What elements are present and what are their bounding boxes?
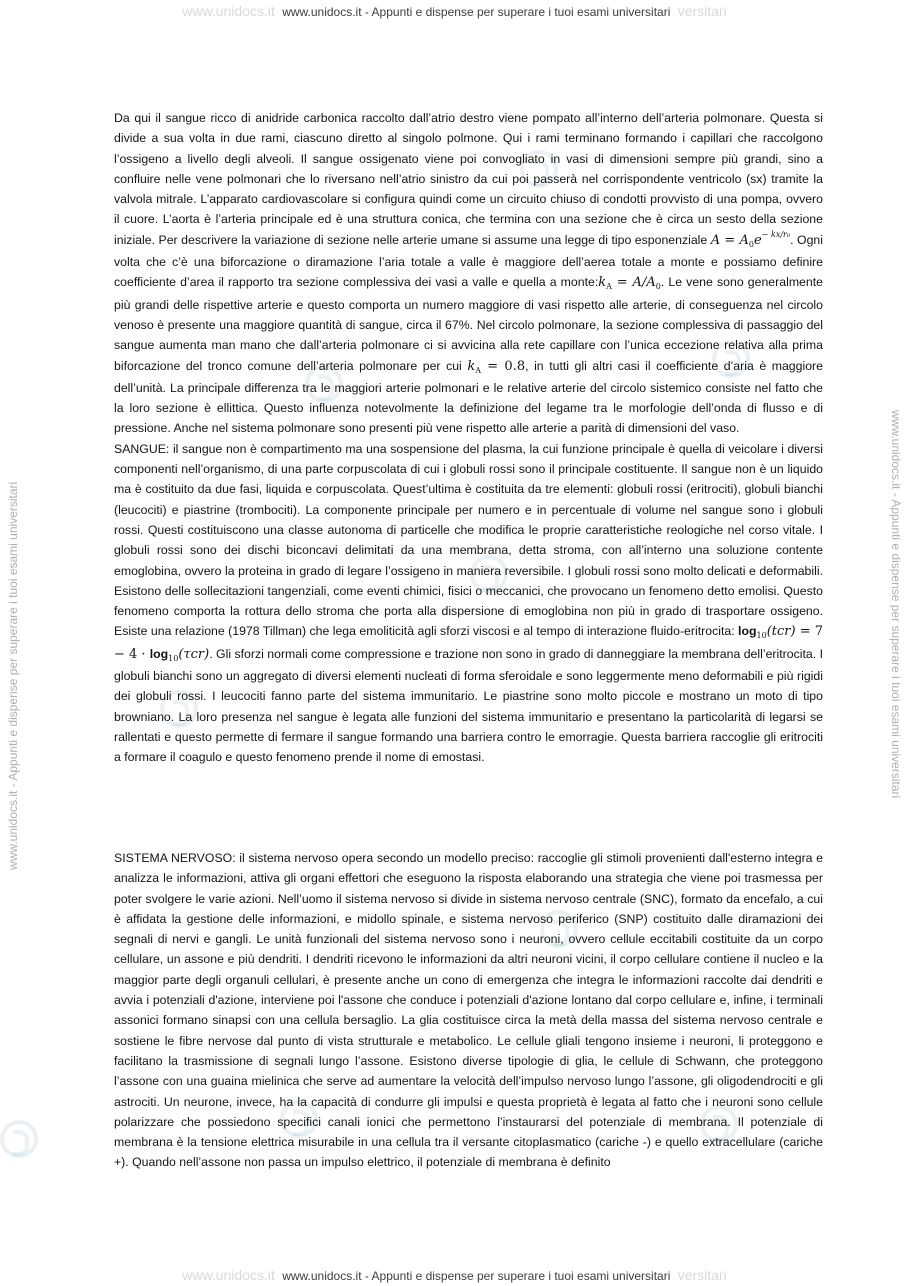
text-span: . Le vene sono generalmente più grandi delle rispettive arterie e questo comporta un numero maggiore di vasi rispetto alle arterie, di conseguenza nel circolo venoso è presente una maggiore quantità di sangue, circa il 67%. Nel circolo polmonare, la sezione complessiva di passaggio del sangue aumenta man mano che dall’arteria polmonare ci si avvicina alla rete capillare con l’unica eccezione relativa alla prima biforcazione del tronco comune dell’arteria polmonare per cui (114, 275, 823, 373)
text-span: SANGUE: il sangue non è compartimento ma una sospensione del plasma, la cui funzione principale è quella di veicolare i diversi componenti nell’organismo, di una parte corpuscolata di cui i globuli rossi sono il principale costituente. Il sangue non è un liquido ma è costituito da due fasi, liquida e corpuscolata. Quest’ultima è costituita da tre elementi: globuli rossi (eritrociti), globuli bianchi (leucociti) e piastrine (trombociti). La componente principale per numero e in percentuale di volume nel sangue sono i globuli rossi. Questi costituiscono una classe autonoma di particelle che modifica le proprie caratteristiche reologiche nel corso vitale. I globuli rossi sono dei dischi biconcavi delimitati da una membrana, detta stroma, con all’interno una soluzione contente emoglobina, ovvero la proteina in grado di legare l’ossigeno in maniera reversibile. I globuli rossi sono molto delicati e deformabili. Esistono delle sollecitazioni tangenziali, come eventi chimici, fisici o meccanici, che provocano un fenomeno detto emolisi. Questo fenomeno comporta la rottura dello stroma che porta alla dispersione di emoglobina non più in grado di trasportare ossigeno. Esiste una relazione (1978 Tillman) che lega emoliticità agli sforzi viscosi e al tempo di interazione fluido-eritrocita: (114, 441, 823, 639)
equation-symbol: = A/A (611, 275, 656, 291)
watermark-ghost-left: www.unidocs.it (182, 3, 275, 19)
text-span: . Ogni volta che c’è una biforcazione o diramazione l’aria totale a valle è maggiore dell’aerea totale a monte e possiamo definire coefficiente d’area il rapporto tra sezione complessiva dei vasi a valle e quella a monte: (114, 232, 823, 290)
text-span: Da qui il sangue ricco di anidride carbonica raccolto dall’atrio destro viene pompato all’interno dell’arteria polmonare. Questa si divide a sua volta in due rami, ciascuno diretto al singolo polmone. Qui i rami terminano formando i capillari che raccolgono l’ossigeno a livello degli alveoli. Il sangue ossigenato viene poi convogliato in vasi di dimensioni sempre più grandi, sino a confluire nelle vene polmonari che lo riversano nell’atrio sinistro da cui poi passerà nel corrispondente ventricolo (sx) tramite la valvola mitrale. L’apparato cardiovascolare si configura quindi come un circuito chiuso di condotti provvisto di una pompa, ovvero il cuore. L’aorta è l’arteria principale ed è una struttura conica, che termina con una sezione che è circa un sesto della sezione iniziale. Per descrivere la variazione di sezione nelle arterie umane si assume una legge di tipo esponenziale (114, 111, 823, 247)
paragraph-text (114, 108, 823, 439)
text-span: . Gli sforzi normali come compressione e trazione non sono in grado di danneggiare la membrana dell’eritrocita. I globuli bianchi sono un aggregato di diversi elementi nucleati di forma sferoidale e sono leggermente meno deformabili e più rigidi dei globuli rossi. I leucociti fanno parte del sistema immunitario. Le piastrine sono molto piccole e mostrano un moto di tipo browniano. La loro presenza nel sangue è legata alle funzioni del sistema immunitario e presentano la particolarità di legarsi se rallentati e questo permette di fermare il sangue formando una barriera contro le emorragie. Questa barriera raccoglie gli eritrociti a formare il coagulo e questo fenomeno prende il nome di emostasi. (114, 646, 823, 765)
equation-operator: = 7 − 4 · (114, 624, 823, 662)
equation-subscript: A (475, 365, 482, 375)
watermark-ghost-right: versitari (677, 1267, 727, 1283)
watermark-ghost-left: www.unidocs.it (182, 1267, 275, 1283)
watermark-ghost-right: versitari (677, 3, 727, 19)
watermark-header (0, 4, 909, 19)
watermark-footer-text[interactable]: www.unidocs.it - Appunti e dispense per superare i tuoi esami universitari (282, 1269, 671, 1283)
equation-symbol: (τcr) (178, 646, 210, 662)
paragraph-text (114, 439, 823, 768)
equation-subscript: A (606, 282, 612, 292)
paragraph-text: SISTEMA NERVOSO: il sistema nervoso opera secondo un modello preciso: raccoglie gli stimoli provenienti dall'esterno integra e analizza le informazioni, attiva gli organi effettori che eseguono la risposta elaborando una strategia che viene poi trasmessa per poter svolgere le varie azioni. Nell’uomo il sistema nervoso si divide in sistema nervoso centrale (SNC), formato da encefalo, a cui è affidata la gestione delle informazioni, e midollo spinale, e sistema nervoso periferico (SNP) costituito dalle diramazioni dei segnali di nervi e gangli. Le unità funzionali del sistema nervoso sono i neuroni, ovvero cellule eccitabili costituite da un corpo cellulare, un assone e più dendriti. I dendriti ricevono le informazioni da altri neuroni vicini, il corpo cellulare contiene il nucleo e la maggior parte degli organuli cellulari, è presente anche un cono di emergenza che integra le informazioni raccolte dai dendriti e avvia i potenziali d'azione, interviene poi l'assone che conduce i potenziali d'azione lontano dal corpo cellulare e, infine, i terminali assonici formano sinapsi con una cellula bersaglio. La glia costituisce circa la metà della massa del sistema nervoso centrale e sostiene le fibre nervose dal punto di vista strutturale e metabolico. Le cellule gliali tengono insieme i neuroni, li proteggono e facilitano la trasmissione di segnali lungo l’assone. Esistono diverse tipologie di glia, le cellule di Schwann, che proteggono l’assone con una guaina mielinica che serve ad aumentare la velocità dell’impulso nervoso lungo l’assone, gli oligodendrociti e gli astrociti. Un neurone, invece, ha la capacità di condurre gli impulsi e questa proprietà è legata al fatto che i neuroni sono cellule polarizzare che possiedono specifici canali ionici che permettono l’instaurarsi del potenziale di membrana. Il potenziale di membrana è la tensione elettrica misurabile in una cellula tra il versante citoplasmatico (cariche -) e quello extracellulare (cariche +). Quando nell’assone non passa un impulso elettrico, il potenziale di membrana è definito (114, 851, 823, 1170)
equation-subscript: 10 (756, 631, 767, 641)
equation-subscript: 0 (655, 282, 661, 292)
equation-symbol: k (467, 358, 476, 374)
paragraph-cardiovascular-blood (114, 108, 823, 768)
equation-operator: = (720, 232, 740, 248)
equation-symbol: e (753, 232, 762, 248)
watermark-right-vertical: www.unidocs.it - Appunti e dispense per superare i tuoi esami universitari (889, 410, 903, 799)
watermark-footer (0, 1268, 909, 1283)
equation-symbol: A (710, 232, 721, 248)
equation-symbol: A (739, 232, 749, 248)
equation-exponent: − kx/r₀ (761, 229, 791, 239)
equation-symbol: log (149, 646, 169, 661)
paragraph-nervous-system (114, 848, 823, 1173)
text-span: , in tutti gli altri casi il coefficiente d’aria è maggiore dell’unità. La principale differenza tra le maggiori arterie polmonari e le relative arterie del circolo sistemico consiste nel fatto che la loro sezione è ellittica. Questo influenza notevolmente la definizione del legame tra le morfologie dell’onda di flusso e di pressione. Anche nel sistema polmonare sono presenti più vene rispetto alle arterie a parità di dimensioni del vaso. (114, 358, 823, 436)
equation-subscript: 0 (748, 239, 754, 249)
watermark-left-vertical: www.unidocs.it - Appunti e dispense per superare i tuoi esami universitari (6, 481, 20, 870)
equation-symbol: (tcr) (766, 624, 796, 640)
watermark-header-text[interactable]: www.unidocs.it - Appunti e dispense per superare i tuoi esami universitari (282, 5, 671, 19)
equation-symbol: log (738, 624, 757, 639)
unidocs-logo-icon (0, 1120, 38, 1158)
equation-operator: = 0.8 (481, 358, 526, 374)
equation-subscript: 10 (168, 653, 179, 663)
equation-symbol: k (598, 275, 607, 291)
